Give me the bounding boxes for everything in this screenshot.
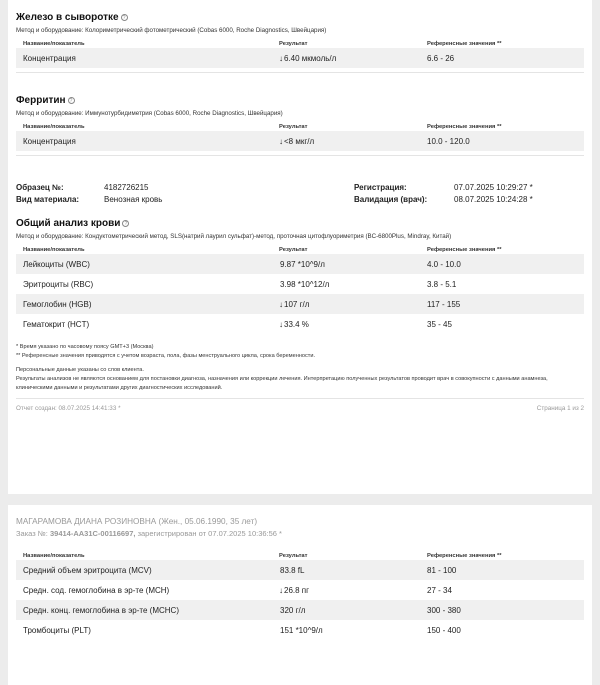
arrow-down-icon: ↓ <box>279 299 283 309</box>
table-row: Средн. конц. гемоглобина в эр-те (MCHC) 320 г/л 300 - 380 <box>16 600 584 620</box>
info-icon[interactable]: ? <box>68 97 75 104</box>
table-row: Гематокрит (HCT) ↓33.4 % 35 - 45 <box>23 319 452 329</box>
validation-date: 08.07.2025 10:24:28 * <box>454 195 533 204</box>
report-page-1 <box>8 0 592 494</box>
table-row: Эритроциты (RBC) 3.98 *10^12/л 3.8 - 5.1 <box>23 279 457 289</box>
order-number: 39414-AA31C-00116697, <box>49 529 136 538</box>
ferritin-method: Метод и оборудование: Иммунотурбидиметрия (Cobas 6000, Roche Diagnostics, Швейцария) <box>16 110 283 117</box>
ferritin-table-header: Название/показатель Результат Референсные значения ** <box>23 123 502 130</box>
note-reference: ** Референсные значения приводятся с учетом возраста, пола, фазы менструального цикла, срока беременности. <box>16 353 316 359</box>
note-personal: Персональные данные указаны со слов клиента. <box>16 367 144 373</box>
arrow-down-icon: ↓ <box>279 319 283 329</box>
table-row: Концентрация ↓<8 мкг/л 10.0 - 120.0 <box>16 131 584 151</box>
arrow-down-icon: ↓ <box>279 53 283 63</box>
info-icon[interactable]: ? <box>122 220 129 227</box>
sample-info: Образец №: 4182726215 Регистрация: 07.07.2025 10:29:27 * Вид материала: Венозная кровь Валидация (врач): 08.07.2025 10:24:28 * <box>16 183 584 204</box>
iron-method: Метод и оборудование: Колориметрический фотометрический (Cobas 6000, Roche Diagnostics, Швейцария) <box>16 27 327 34</box>
order-info: Заказ №: 39414-AA31C-00116697, зарегистрирован от 07.07.2025 10:36:56 * <box>16 529 282 538</box>
cbc-method: Метод и оборудование: Кондуктометрический метод, SLS(натрий лаурил сульфат)-метод, проточная цитофлуориметрия (BC-6800Plus, Mindray, Китай) <box>16 233 452 240</box>
arrow-down-icon: ↓ <box>279 136 283 146</box>
report-page-2 <box>8 505 592 685</box>
table-row: Лейкоциты (WBC) 9.87 *10^9/л 4.0 - 10.0 <box>16 254 584 274</box>
info-icon[interactable]: ? <box>121 14 128 21</box>
iron-table-header: Название/показатель Результат Референсные значения ** <box>23 40 502 47</box>
table-row: Средний объем эритроцита (MCV) 83.8 fL 81 - 100 <box>16 560 584 580</box>
table-row: Средн. сод. гемоглобина в эр-те (MCH) ↓26.8 пг 27 - 34 <box>23 585 452 595</box>
table-row: Концентрация ↓6.40 мкмоль/л 6.6 - 26 <box>16 48 584 68</box>
material-value: Венозная кровь <box>104 195 163 204</box>
table-row: Тромбоциты (PLT) 151 *10^9/л 150 - 400 <box>23 625 461 635</box>
note-timezone: * Время указано по часовому поясу GMT+3 (Москва) <box>16 344 154 350</box>
patient-name: МАГАРАМОВА ДИАНА РОЗИНОВНА (Жен., 05.06.1990, 35 лет) <box>16 517 258 526</box>
arrow-down-icon: ↓ <box>279 585 283 595</box>
registration-date: 07.07.2025 10:29:27 * <box>454 183 533 192</box>
cbc-section-title: Общий анализ крови ? <box>16 218 584 229</box>
report-created: Отчет создан: 08.07.2025 14:41:33 * <box>16 405 121 412</box>
ferritin-section-title: Ферритин ? <box>16 95 584 106</box>
iron-section-title: Железо в сыворотке ? <box>16 12 584 23</box>
page-footer <box>16 405 584 412</box>
note-disclaimer: Результаты анализов не являются основанием для постановки диагноза, назначения или коррекции лечения. Интерпретацию полученных результатов проводит врач в совокупности с данными анамнеза, клиническими данными и результатами других диагностических исследований. <box>16 376 548 391</box>
sample-number: 4182726215 <box>104 183 149 192</box>
page-number: Страница 1 из 2 <box>536 405 584 412</box>
cbc2-table-header: Название/показатель Результат Референсные значения ** <box>23 552 502 559</box>
table-row: Гемоглобин (HGB) ↓107 г/л 117 - 155 <box>16 294 584 314</box>
cbc-table-header: Название/показатель Результат Референсные значения ** <box>23 246 502 253</box>
